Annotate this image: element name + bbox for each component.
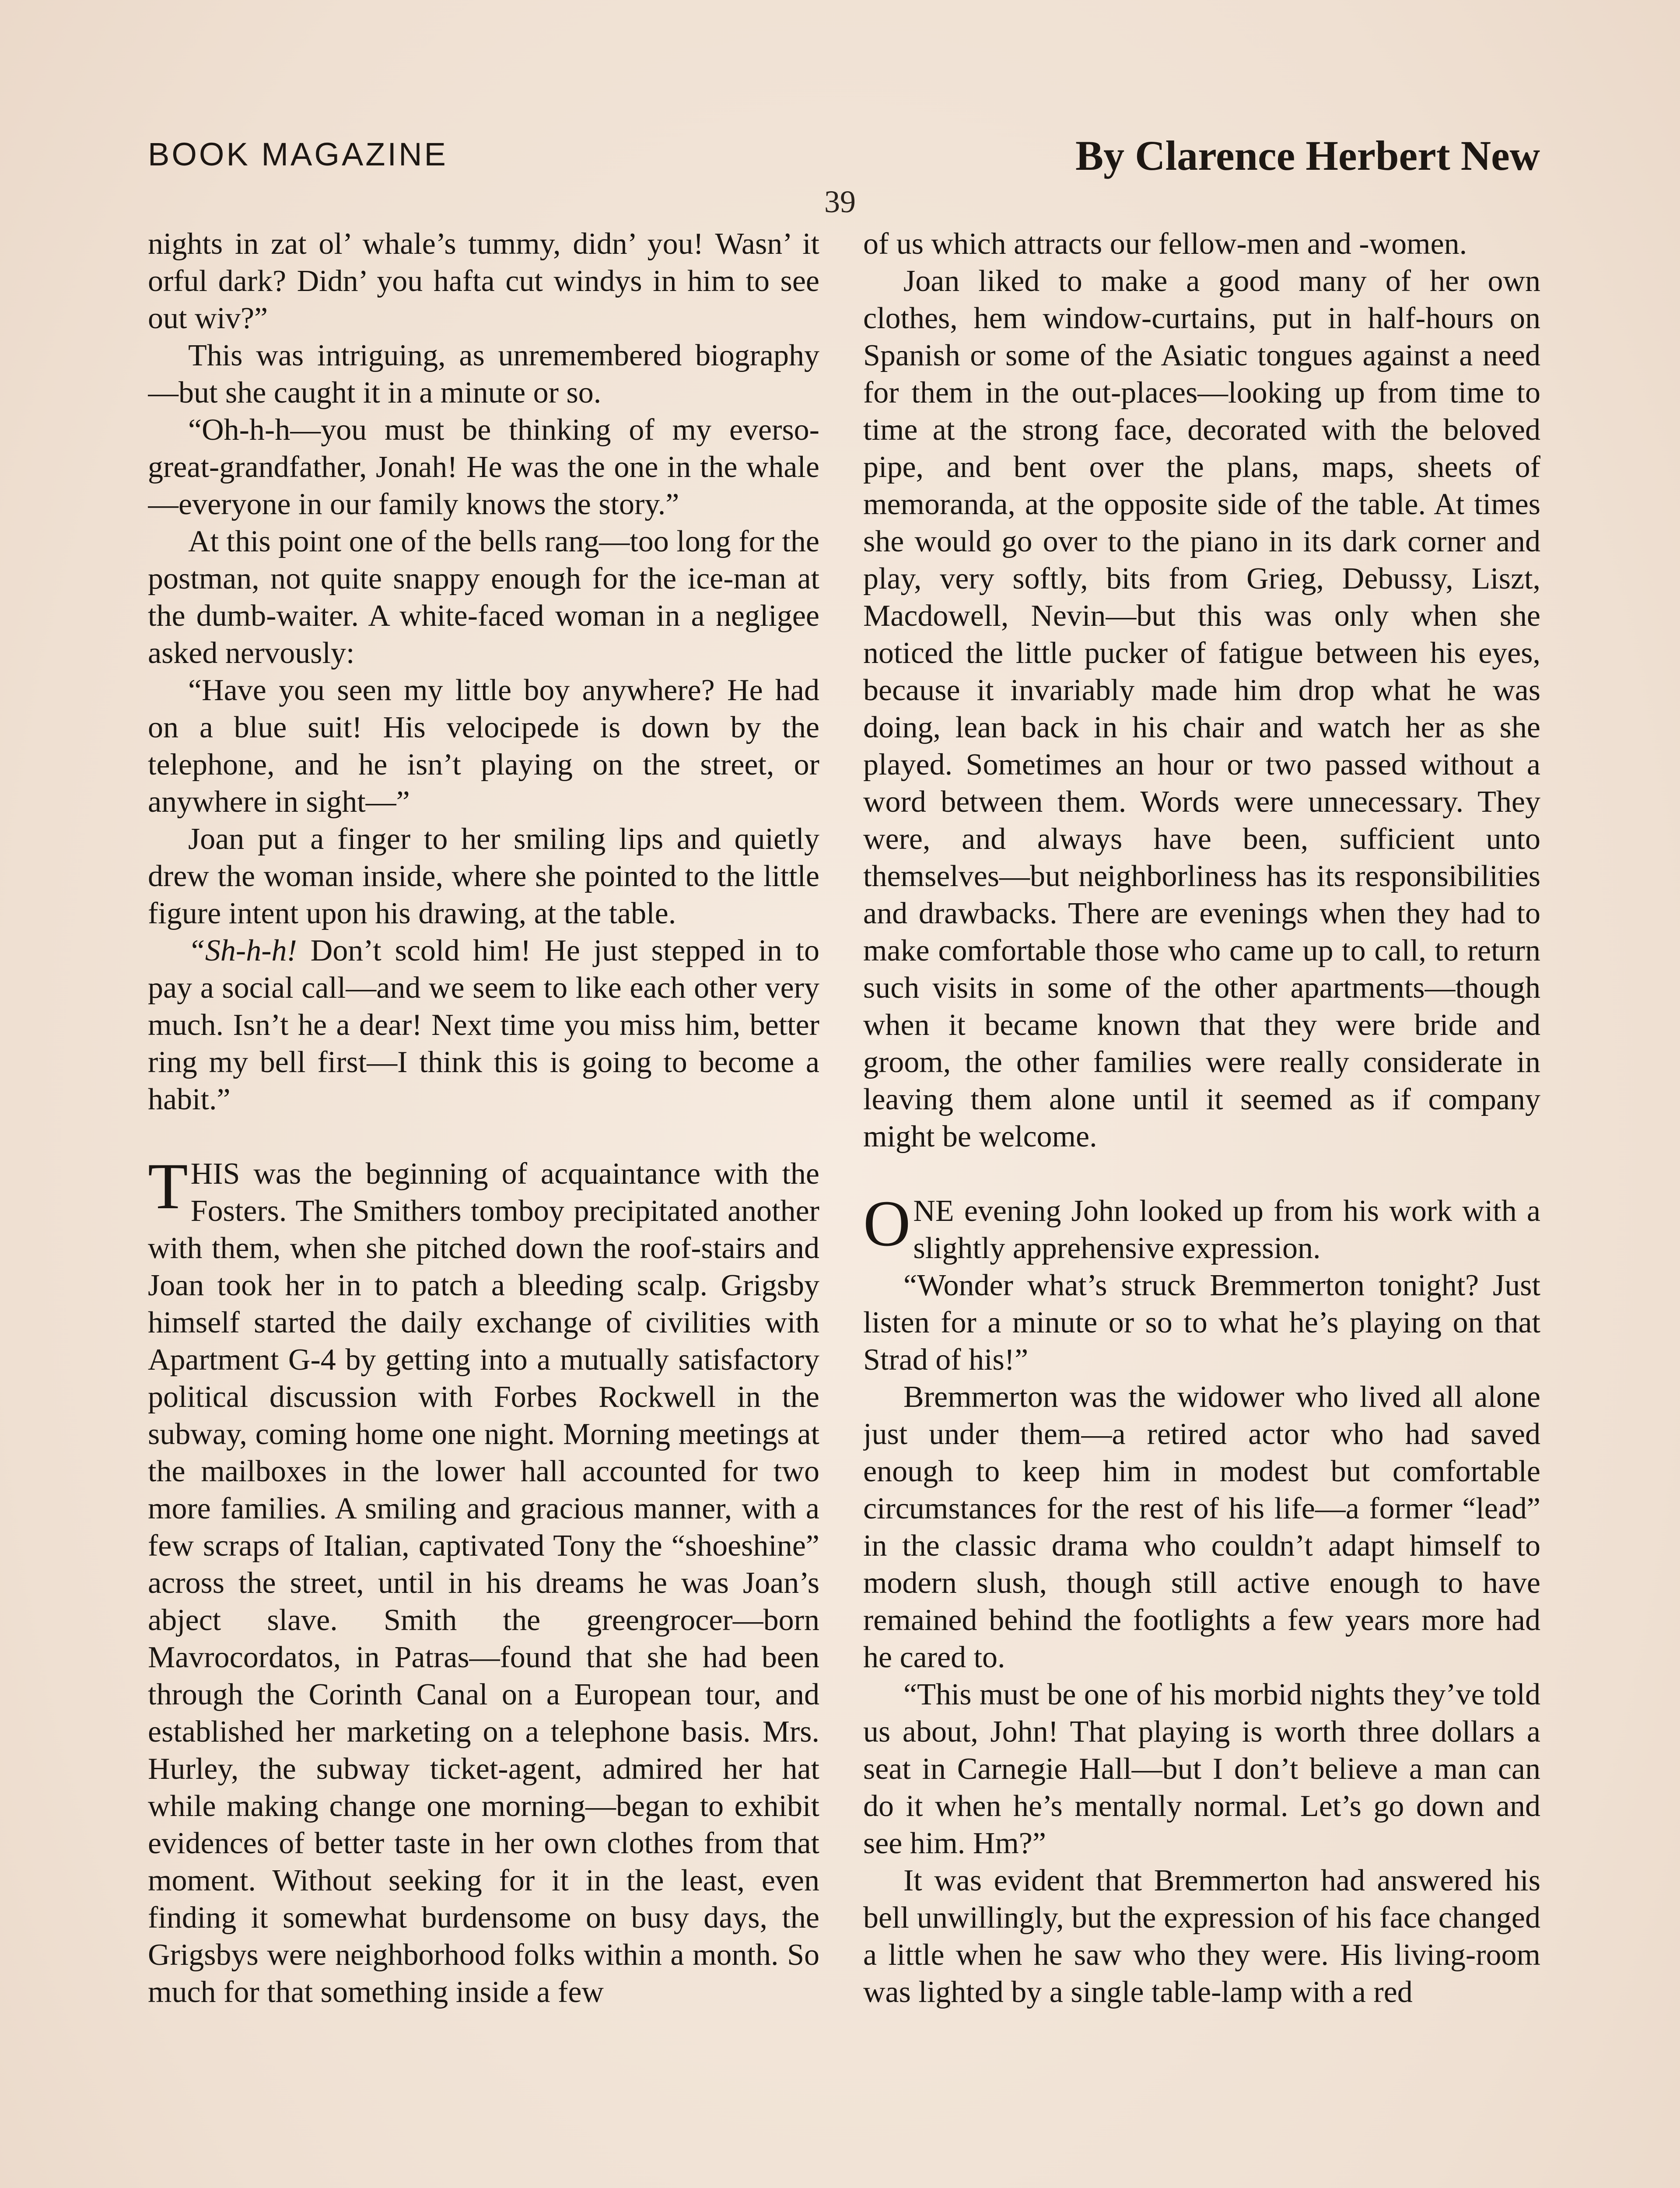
- paragraph: “Wonder what’s struck Bremmerton tonight? Just listen for a minute or so to what he’s playing on that Strad of his!”: [863, 1269, 1540, 1377]
- italic-exclamation: “Sh-h-h!: [188, 934, 297, 968]
- paragraph-text: Don’t scold him! He just stepped in to pay a social call—and we seem to like each other very much. Isn’t he a dear! Next time you miss him, better ring my bell first—I think this is going to become a habit.”: [148, 934, 819, 1116]
- drop-cap: O: [863, 1187, 911, 1260]
- paragraph: of us which attracts our fellow-men and -women.: [863, 227, 1467, 261]
- paragraph: Bremmerton was the widower who lived all alone just under them—a retired actor who had saved enough to keep him in modest but comfortable circumstances for the rest of his life—a former “lead” in the classic drama who couldn’t adapt himself to modern slush, though still active enough to have remained behind the footlights a few years more had he cared to.: [863, 1380, 1540, 1674]
- paragraph-text: HIS was the beginning of acquaintance with the Fosters. The Smithers tomboy precipitated another with them, when she pitched down the roof-stairs and Joan took her in to patch a bleeding scalp. Grigsby himself started the daily exchange of civilities with Apartment G-4 by getting into a mutually satisfactory political discussion with Forbes Rockwell in the subway, coming home one night. Morning meetings at the mailboxes in the lower hall accounted for two more families. A smiling and gracious manner, with a few scraps of Italian, captivated Tony the “shoeshine” across the street, until in his dreams he was Joan’s abject slave. Smith the greengrocer—born Mavrocordatos, in Patras—found that she had been through the Corinth Canal on a European tour, and established her marketing on a telephone basis. Mrs. Hurley, the subway ticket-agent, admired her hat while making change one morning—began to exhibit evidences of better taste in her own clothes from that moment. Without seeking for it in the least, even finding it somewhat burdensome on busy days, the Grigsbys were neighborhood folks within a month. So much for that something inside a few: [148, 1157, 819, 2009]
- paragraph-text: NE evening John looked up from his work with a slightly apprehensive expression.: [913, 1194, 1540, 1265]
- section-break: [863, 1155, 1540, 1192]
- section-opening-paragraph: [863, 1187, 1540, 1267]
- paragraph: nights in zat ol’ whale’s tummy, didn’ you! Wasn’ it orful dark? Didn’ you hafta cut windys in him to see out wiv?”: [148, 227, 819, 335]
- paragraph: At this point one of the bells rang—too long for the postman, not quite snappy enough for the ice-man at the dumb-waiter. A white-faced woman in a negligee asked nervously:: [148, 525, 819, 670]
- paragraph: Joan put a finger to her smiling lips and quietly drew the woman inside, where she pointed to the little figure intent upon his drawing, at the table.: [148, 822, 819, 930]
- paragraph: This was intriguing, as unremembered biography—but she caught it in a minute or so.: [148, 339, 819, 410]
- section-opening-paragraph: [148, 1150, 819, 2011]
- magazine-title: BOOK MAGAZINE: [148, 136, 448, 172]
- right-column: [863, 225, 1540, 2188]
- left-column: [148, 225, 819, 2188]
- page-number: 39: [824, 184, 856, 219]
- paragraph: It was evident that Bremmerton had answered his bell unwillingly, but the expression of his face changed a little when he saw who they were. His living-room was lighted by a single table-lamp with a red: [863, 1864, 1540, 2009]
- paragraph: “This must be one of his morbid nights they’ve told us about, John! That playing is worth three dollars a seat in Carnegie Hall—but I don’t believe a man can do it when he’s mentally normal. Let’s go down and see him. Hm?”: [863, 1678, 1540, 1860]
- paragraph: “Oh-h-h—you must be thinking of my everso-great-grandfather, Jonah! He was the one in the whale—everyone in our family knows the story.”: [148, 413, 819, 521]
- section-break: [148, 1118, 819, 1155]
- paragraph: Joan liked to make a good many of her own clothes, hem window-curtains, put in half-hours on Spanish or some of the Asiatic tongues against a need for them in the out-places—looking up from time to time at the strong face, decorated with the beloved pipe, and bent over the plans, maps, sheets of memoranda, at the opposite side of the table. At times she would go over to the piano in its dark corner and play, very softly, bits from Grieg, Debussy, Liszt, Macdowell, Nevin—but this was only when she noticed the little pucker of fatigue between his eyes, because it invariably made him drop what he was doing, lean back in his chair and watch her as she played. Sometimes an hour or two passed without a word between them. Words were unnecessary. They were, and always have been, sufficient unto themselves—but neighborliness has its responsibilities and drawbacks. There are evenings when they had to make comfortable those who came up to call, to return such visits in some of the other apartments—though when it became known that they were bride and groom, the other families were really considerate in leaving them alone until it seemed as if company might be welcome.: [863, 264, 1540, 1154]
- author-byline: By Clarence Herbert New: [1075, 132, 1540, 179]
- paragraph: [148, 932, 819, 1118]
- drop-cap: T: [148, 1150, 188, 1223]
- paragraph: “Have you seen my little boy anywhere? He had on a blue suit! His velocipede is down by the telephone, and he isn’t playing on the street, or anywhere in sight—”: [148, 673, 819, 819]
